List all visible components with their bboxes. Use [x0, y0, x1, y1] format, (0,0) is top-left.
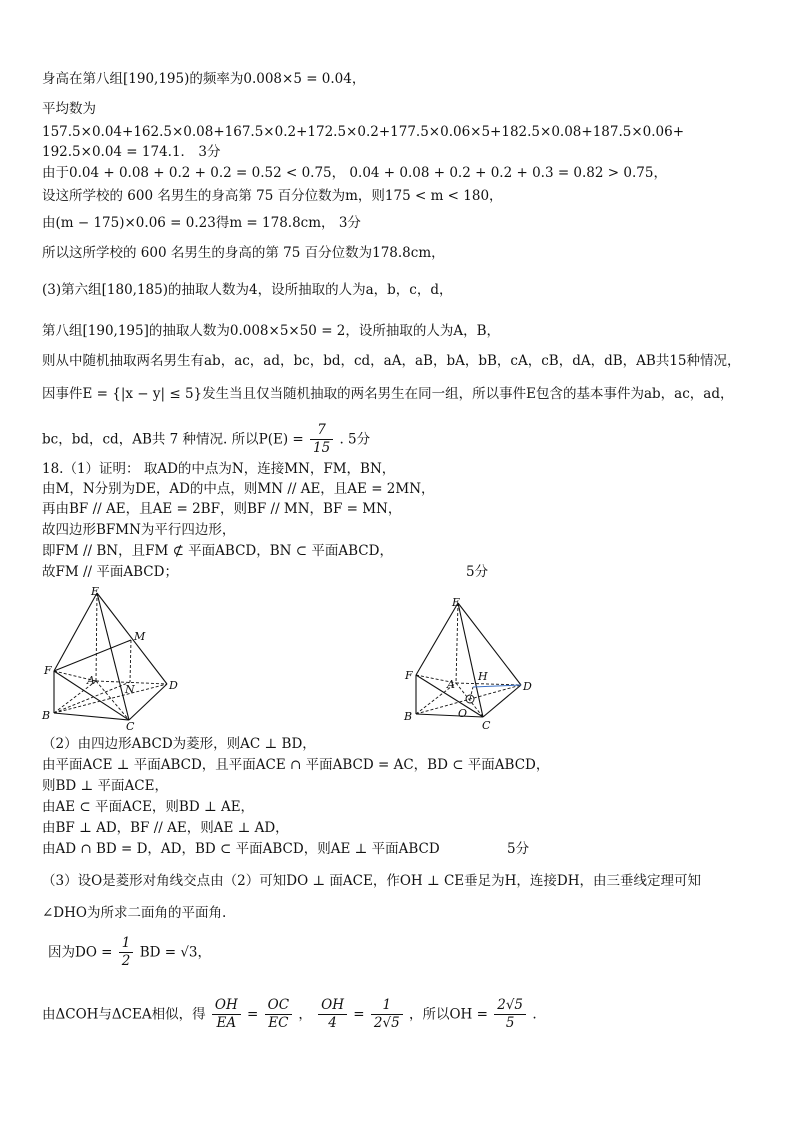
- similar-frac-5: [494, 997, 526, 1032]
- line-bf-mn: 再由BF // AE，且AE = 2BF，则BF // MN，BF = MN，: [42, 501, 402, 517]
- line-ae-perp-plane: 由AD ∩ BD = D，AD，BD ⊂ 平面ABCD，则AE ⊥ 平面ABCD: [42, 841, 440, 857]
- fig1-label-a: A: [87, 674, 95, 687]
- fig2-label-h: H: [478, 670, 488, 683]
- probability-prefix: bc，bd，cd，AB共 7 种情况. 所以P(E) =: [42, 431, 304, 448]
- line-similar-triangles: [42, 997, 537, 1032]
- fig2-label-o: O: [458, 707, 468, 720]
- fig1-label-m: M: [134, 630, 146, 643]
- similar-frac-1: [212, 997, 241, 1032]
- do-numerator: 1: [119, 935, 134, 953]
- similar-frac-5-den: 5: [505, 1015, 515, 1031]
- line-do-value: [48, 935, 211, 970]
- probability-numerator: 7: [310, 422, 333, 440]
- line-fm-bn: 即FM // BN，且FM ⊄ 平面ABCD，BN ⊂ 平面ABCD，: [42, 543, 393, 559]
- line-ae-perp-ad: 由BF ⊥ AD，BF // AE，则AE ⊥ AD，: [42, 820, 289, 836]
- line-bd-perp-ae: 由AE ⊂ 平面ACE，则BD ⊥ AE，: [42, 799, 255, 815]
- similar-frac-2-den: EC: [268, 1015, 289, 1031]
- fig1-label-f: F: [44, 664, 52, 677]
- line-mean-label: 平均数为: [42, 101, 96, 117]
- do-fraction: [119, 935, 134, 970]
- fig2-label-b: B: [404, 710, 413, 723]
- line-percentile-result: 所以这所学校的 600 名男生的身高的第 75 百分位数为178.8cm，: [42, 245, 445, 261]
- similar-comma: ，: [298, 1006, 312, 1023]
- fig2-label-e: E: [452, 596, 461, 609]
- line-dihedral-angle: ∠DHO为所求二面角的平面角.: [42, 905, 227, 921]
- pyramid-figure-left: [40, 585, 190, 730]
- line-combinations: 则从中随机抽取两名男生有ab，ac，ad，bc，bd，cd，aA，aB，bA，bB，cA，cB，dA，dB，AB共15种情况，: [42, 353, 741, 369]
- line-percentile-solve: 由(m − 175)×0.06 = 0.23得m = 178.8cm， 3分: [42, 215, 361, 231]
- fig2-label-f: F: [405, 669, 413, 682]
- line-fm-plane: 故FM // 平面ABCD；: [42, 564, 178, 580]
- similar-frac-1-num: OH: [212, 997, 241, 1015]
- fig2-label-d: D: [523, 680, 532, 693]
- probability-suffix: . 5分: [339, 431, 371, 448]
- line-mean-formula-1: 157.5×0.04+162.5×0.08+167.5×0.2+172.5×0.2+177.5×0.06×5+182.5×0.08+187.5×0.06+: [42, 124, 685, 140]
- line-probability: [42, 422, 370, 457]
- line-part3-setup: （3）设O是菱形对角线交点由（2）可知DO ⊥ 面ACE，作OH ⊥ CE垂足为H，连接DH，由三垂线定理可知: [42, 873, 702, 889]
- similar-frac-3-num: OH: [318, 997, 347, 1015]
- similar-eq-2: =: [353, 1006, 365, 1023]
- fig1-label-c: C: [126, 720, 135, 730]
- line-group8-sample: 第八组[190,195]的抽取人数为0.008×5×50 = 2，设所抽取的人为A，B，: [42, 323, 501, 339]
- fig2-label-c: C: [482, 719, 491, 730]
- do-suffix: BD = √3，: [139, 944, 212, 961]
- similar-frac-2: [265, 997, 292, 1032]
- similar-frac-2-num: OC: [265, 997, 292, 1015]
- similar-mid: ，所以OH =: [408, 1006, 488, 1023]
- probability-denominator: 15: [312, 440, 331, 456]
- do-prefix: 因为DO =: [48, 944, 113, 961]
- do-denominator: 2: [121, 953, 131, 969]
- score-part1: 5分: [466, 564, 489, 580]
- line-event-e: 因事件E = {|x − y| ≤ 5}发生当且仅当随机抽取的两名男生在同一组，所以事件E包含的基本事件为ab，ac，ad，: [42, 386, 734, 402]
- similar-end: .: [532, 1006, 537, 1023]
- line-midpoints: 由M，N分别为DE，AD的中点，则MN // AE，且AE = 2MN，: [42, 481, 435, 497]
- similar-frac-4-den: 2√5: [373, 1015, 400, 1031]
- line-cumulative-compare: 由于0.04 + 0.08 + 0.2 + 0.2 = 0.52 < 0.75， 0.04 + 0.08 + 0.2 + 0.2 + 0.3 = 0.82 > 0.75，: [42, 165, 667, 181]
- line-group6-sample: (3)第六组[180,185)的抽取人数为4，设所抽取的人为a，b，c，d，: [42, 282, 453, 298]
- similar-prefix: 由ΔCOH与ΔCEA相似，得: [42, 1006, 206, 1023]
- line-group8-frequency: 身高在第八组[190,195)的频率为0.008×5 = 0.04，: [42, 71, 366, 87]
- similar-frac-1-den: EA: [216, 1015, 237, 1031]
- similar-eq-1: =: [247, 1006, 259, 1023]
- fig1-label-d: D: [169, 679, 178, 692]
- line-plane-perp: 由平面ACE ⊥ 平面ABCD，且平面ACE ∩ 平面ABCD = AC，BD ⊂ 平面ABCD，: [42, 757, 550, 773]
- fig1-label-e: E: [91, 585, 100, 598]
- similar-frac-4-num: 1: [371, 997, 403, 1015]
- similar-frac-3: [318, 997, 347, 1032]
- line-parallelogram: 故四边形BFMN为平行四边形，: [42, 522, 236, 538]
- fig1-label-n: N: [125, 683, 135, 696]
- fig1-label-b: B: [42, 709, 51, 722]
- score-part2: 5分: [507, 841, 530, 857]
- line-mean-formula-2: 192.5×0.04 = 174.1． 3分: [42, 144, 221, 160]
- similar-frac-4: [371, 997, 403, 1032]
- similar-frac-5-num: 2√5: [494, 997, 526, 1015]
- fig2-label-a: A: [447, 678, 455, 691]
- line-bd-perp-ace: 则BD ⊥ 平面ACE，: [42, 778, 168, 794]
- line-percentile-assume: 设这所学校的 600 名男生的身高第 75 百分位数为m，则175 < m < 180，: [42, 188, 503, 204]
- similar-frac-3-den: 4: [328, 1015, 337, 1031]
- pyramid-figure-right: [400, 585, 550, 730]
- probability-fraction: [310, 422, 333, 457]
- line-rhombus-ac-bd: （2）由四边形ABCD为菱形，则AC ⊥ BD，: [42, 736, 316, 752]
- line-q18-heading: 18.（1）证明： 取AD的中点为N，连接MN，FM，BN，: [42, 461, 396, 477]
